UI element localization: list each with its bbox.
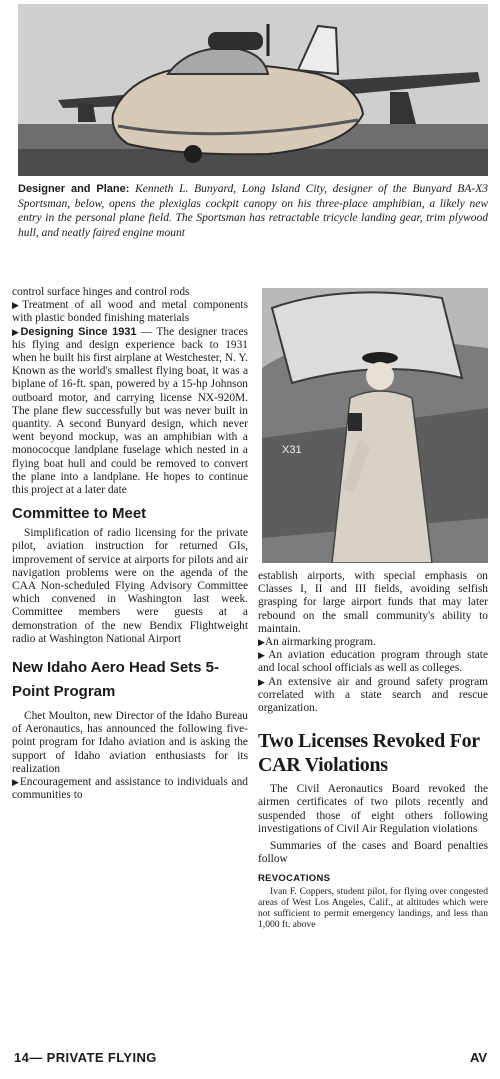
tail-number: X31 <box>282 444 302 456</box>
bullet-triangle-icon: ▶ <box>258 650 269 661</box>
page-footer-folio: 14— PRIVATE FLYING <box>14 1050 157 1065</box>
page-footer-right: AV <box>470 1050 488 1065</box>
left-p6-text: Encouragement and assistance to individuals and communities to <box>12 776 248 802</box>
caption-body: Kenneth L. Bunyard, Long Island City, designer of the Bunyard BA-X3 Sportsman, below, opens the plexiglas cockpit canopy on his three-place amphibian, a likely new entry in the personal plane field. The Sportsman has retractable tricycle landing gear, trim plywood hull, and neatly faired engine mount <box>18 183 488 239</box>
bullet-triangle-icon: ▶ <box>258 676 269 687</box>
photo-caption <box>18 182 488 240</box>
left-p1: control surface hinges and control rods <box>12 286 190 298</box>
right-p6: Summaries of the cases and Board penalties follow <box>258 840 488 866</box>
amphibian-illustration <box>18 4 488 176</box>
right-p4 <box>258 676 488 716</box>
bullet-triangle-icon: ▶ <box>258 637 265 648</box>
left-p3-text: — The designer traces his flying and design experience back to 1931 when he built his first airplane at Westchester, N. Y. Known as the world's smallest flying boat, it was a biplane of 16-ft. span, powered by a 15-hp Johnson outboard motor, and carrying license NX-920M. The plane flew successfully but was never built in quantity. A second Bunyard design, which never went beyond mockup, was an amphibian with a monococque landplane fuselage which nested in a flying boat hull and could be removed to convert the plane into a landplane. He hopes to continue this project at a later date <box>12 325 248 497</box>
left-p3 <box>12 326 248 498</box>
right-p1: establish airports, with special emphasis on Classes I, II and III fields, avoiding selfish grasping for large airport funds that may later rebound on the small community's ability to maintain. <box>258 570 488 635</box>
right-p2 <box>258 636 488 649</box>
bullet-triangle-icon: ▶ <box>12 777 20 788</box>
revocations-heading: REVOCATIONS <box>258 873 331 885</box>
left-p2-text: Treatment of all wood and metal components with plastic bonded finishing materials <box>12 299 249 325</box>
left-p2 <box>12 299 248 325</box>
bullet-triangle-icon: ▶ <box>12 326 21 337</box>
bullet-triangle-icon: ▶ <box>12 300 23 311</box>
right-p5: The Civil Aeronautics Board revoked the airmen certificates of two pilots recently and suspended those of eight others following investigations of Civil Air Regulation violations <box>258 783 488 835</box>
right-p4-text: An extensive air and ground safety program correlated with a state search and rescue organization. <box>258 675 488 715</box>
right-p3-text: An aviation education program through state and local school officials as well as colleges. <box>258 649 489 675</box>
amphibian-photo <box>18 4 488 176</box>
left-p4: Simplification of radio licensing for the private pilot, aviation instruction for returned GIs, improvement of service at airports for pilots and air navigation problems were on the agenda of the CAA Non-scheduled Flying Advisory Committee which convened in Washington last week. Committee members were guests at a demonstration of the new Bendix Flightweight radio at Washington National Airport <box>12 527 248 645</box>
heading-idaho: New Idaho Aero Head Sets 5-Point Program <box>12 659 219 701</box>
left-p6 <box>12 776 248 802</box>
left-p5: Chet Moulton, new Director of the Idaho Bureau of Aeronautics, has announced the following five-point program for Idaho aviation and is asking the support of Idaho aviation enthusiasts for its realization <box>12 710 248 775</box>
designer-illustration <box>262 288 488 563</box>
heading-licenses-revoked: Two Licenses Revoked For CAR Violations <box>258 730 480 777</box>
caption-lead: Designer and Plane: <box>18 183 130 195</box>
designer-photo <box>262 288 488 563</box>
heading-committee: Committee to Meet <box>12 505 147 523</box>
right-column <box>258 570 488 930</box>
left-column <box>12 286 248 803</box>
run-in-heading: Designing Since 1931 <box>20 325 137 338</box>
right-p7: Ivan F. Coppers, student pilot, for flying over congested areas of West Los Angeles, Calif., at altitudes which were not sufficient to permit emergency landings, and less than 1,000 ft. above <box>258 885 488 930</box>
right-p3 <box>258 649 488 675</box>
right-p2-text: An airmarking program. <box>264 636 376 649</box>
